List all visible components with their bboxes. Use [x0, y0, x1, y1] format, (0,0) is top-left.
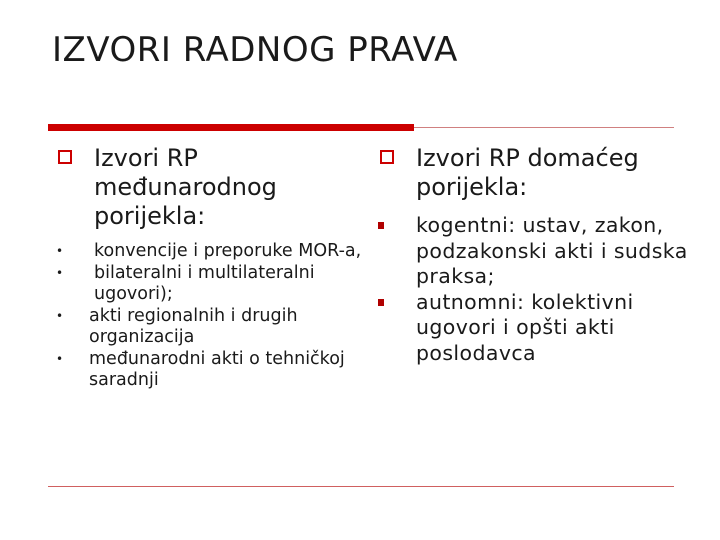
right-heading-text: Izvori RP domaćeg porijekla:: [416, 144, 639, 201]
left-column: [56, 144, 366, 392]
list-item-text: akti regionalnih i drugih organizacija: [89, 305, 298, 347]
square-outline-icon: [58, 150, 72, 164]
dot-icon: •: [56, 351, 64, 366]
list-item-text: autnomni: kolektivni ugovori i opšti akti poslodavca: [416, 289, 634, 365]
list-item: [56, 241, 366, 263]
slide-title: IZVORI RADNOG PRAVA: [52, 30, 458, 70]
list-item: [56, 263, 366, 306]
list-item-text: bilateralni i multilateralni ugovori);: [94, 262, 315, 304]
left-heading: [56, 144, 366, 231]
right-column: [378, 144, 698, 366]
dot-icon: •: [56, 244, 64, 258]
right-heading: [378, 144, 698, 202]
list-item-text: kogentni: ustav, zakon, podzakonski akti i sudska praksa;: [416, 213, 688, 288]
right-list: [378, 213, 698, 366]
square-filled-icon: [378, 299, 384, 306]
title-underline-thin: [414, 127, 674, 128]
square-outline-icon: [380, 150, 394, 164]
title-underline-accent: [48, 124, 414, 131]
dot-icon: •: [56, 308, 64, 323]
dot-icon: •: [56, 265, 64, 280]
bottom-divider: [48, 486, 674, 487]
list-item: [378, 290, 698, 367]
left-list: [56, 241, 366, 392]
list-item: [56, 306, 366, 349]
list-item-text: konvencije i preporuke MOR-a,: [94, 241, 362, 261]
list-item-text: međunarodni akti o tehničkoj saradnji: [89, 348, 345, 390]
left-heading-text: Izvori RP međunarodnog porijekla:: [94, 144, 277, 230]
square-filled-icon: [378, 222, 384, 229]
list-item: [378, 213, 698, 290]
list-item: [56, 349, 366, 392]
